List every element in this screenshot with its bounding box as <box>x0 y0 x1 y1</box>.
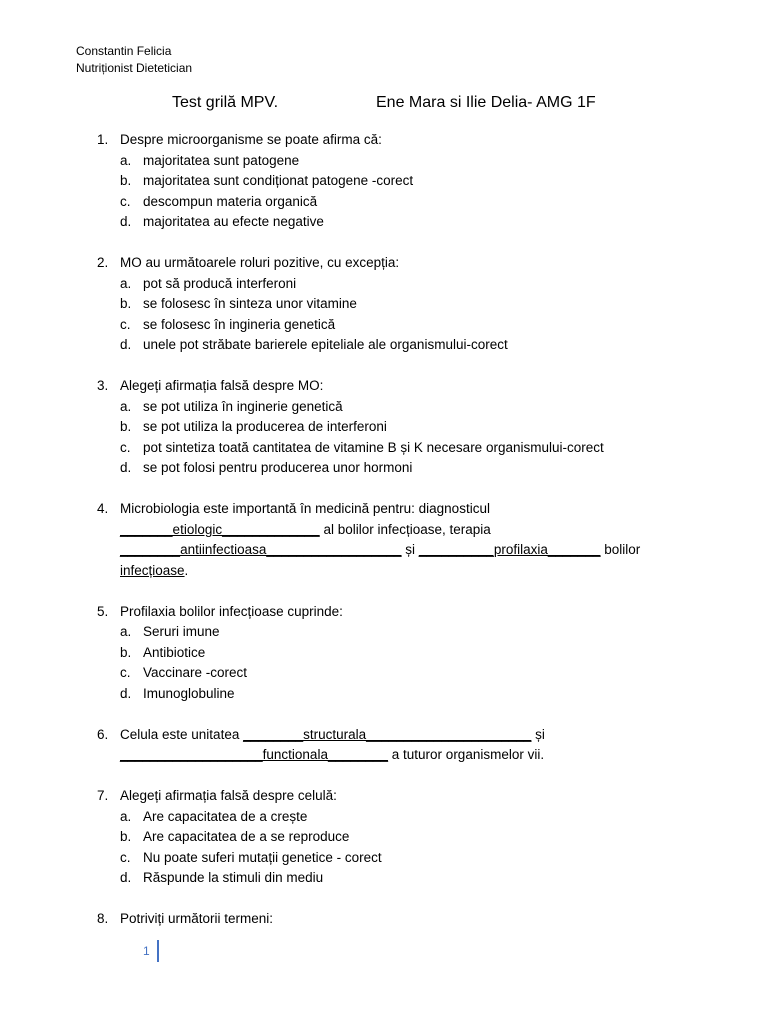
page-number: 1 <box>143 944 150 958</box>
option-c <box>97 848 717 869</box>
option-a <box>97 151 717 172</box>
author-name: Constantin Felicia <box>76 44 172 58</box>
fill-in-line-2 <box>97 540 717 561</box>
option-text: pot sintetiza toată cantitatea de vitamine B și K necesare organismului-corect <box>143 439 604 455</box>
fill-text: și <box>401 542 419 557</box>
question-6 <box>97 725 717 746</box>
fill-text: . <box>184 562 189 578</box>
fill-text: al bolilor infecțioase, terapia <box>319 521 491 537</box>
option-d <box>97 684 717 705</box>
option-a <box>97 622 717 643</box>
option-text: Răspunde la stimuli din mediu <box>143 870 324 885</box>
option-text: se pot utiliza la producerea de interferoni <box>143 419 387 434</box>
option-c <box>97 663 717 684</box>
option-text: Nu poate suferi mutații genetice - corect <box>143 849 382 865</box>
question-number: 2. <box>97 255 109 270</box>
option-text: pot să producă interferoni <box>143 275 297 291</box>
fill-text-underlined: infecțioase <box>120 562 185 578</box>
option-b <box>97 171 717 192</box>
test-title: Test grilă MPV. <box>172 94 279 111</box>
option-d <box>97 335 717 356</box>
question-2 <box>97 253 717 274</box>
question-number: 6. <box>97 726 109 742</box>
question-number: 4. <box>97 501 109 516</box>
option-letter: a. <box>120 152 132 168</box>
question-text: Celula este unitatea <box>120 726 244 742</box>
option-text: unele pot străbate barierele epiteliale ale organismului-corect <box>143 337 508 352</box>
page-number-divider <box>157 940 159 962</box>
option-a <box>97 274 717 295</box>
option-letter: c. <box>120 193 131 209</box>
question-text: Alegeți afirmația falsă despre celulă: <box>120 788 337 803</box>
option-text: Are capacitatea de a crește <box>143 808 308 824</box>
option-a <box>97 807 717 828</box>
fill-in-line-1 <box>97 520 717 541</box>
option-b <box>97 417 717 438</box>
option-letter: b. <box>120 644 132 660</box>
option-d <box>97 868 717 889</box>
option-b <box>97 643 717 664</box>
option-letter: c. <box>120 849 131 865</box>
option-d <box>97 458 717 479</box>
option-letter: c. <box>120 316 131 332</box>
option-letter: d. <box>120 460 132 475</box>
option-text: majoritatea sunt patogene <box>143 152 300 168</box>
option-letter: a. <box>120 808 132 824</box>
question-4 <box>97 499 717 520</box>
fill-text: și <box>531 726 545 742</box>
option-letter: b. <box>120 419 132 434</box>
question-number: 8. <box>97 911 109 926</box>
option-text: se pot utiliza în inginerie genetică <box>143 398 343 414</box>
option-letter: c. <box>120 439 131 455</box>
question-text: Despre microorganisme se poate afirma că: <box>120 132 382 147</box>
option-text: Antibiotice <box>143 644 206 660</box>
question-number: 3. <box>97 378 109 393</box>
option-text: majoritatea sunt condiționat patogene -corect <box>143 173 414 188</box>
option-a <box>97 397 717 418</box>
option-c <box>97 315 717 336</box>
option-letter: d. <box>120 337 132 352</box>
option-text: se folosesc în ingineria genetică <box>143 316 336 332</box>
question-text: Alegeți afirmația falsă despre MO: <box>120 378 324 393</box>
option-letter: d. <box>120 685 132 701</box>
question-text: MO au următoarele roluri pozitive, cu excepția: <box>120 255 400 270</box>
option-text: Are capacitatea de a se reproduce <box>143 829 350 844</box>
option-c <box>97 192 717 213</box>
question-text: Microbiologia este importantă în medicină pentru: diagnosticul <box>120 501 490 516</box>
fill-in-line-1 <box>97 745 717 766</box>
option-b <box>97 827 717 848</box>
option-letter: c. <box>120 665 131 680</box>
option-text: majoritatea au efecte negative <box>143 214 324 229</box>
option-text: Imunoglobuline <box>143 685 235 701</box>
question-text: Potriviți următorii termeni: <box>120 911 274 926</box>
fill-text: bolilor <box>600 542 641 557</box>
option-letter: b. <box>120 296 132 311</box>
question-number: 5. <box>97 603 109 619</box>
option-letter: d. <box>120 214 132 229</box>
option-text: se pot folosi pentru producerea unor hormoni <box>143 460 413 475</box>
answer-blank-functionala: ___________________functionala________ <box>120 747 389 762</box>
document-header <box>76 43 192 77</box>
option-b <box>97 294 717 315</box>
author-role: Nutriționist Dietetician <box>76 61 193 75</box>
questions-body <box>97 130 717 930</box>
option-text: Seruri imune <box>143 624 220 639</box>
question-text: Profilaxia bolilor infecțioase cuprinde: <box>120 603 343 619</box>
question-1 <box>97 130 717 151</box>
question-5 <box>97 602 717 623</box>
option-letter: a. <box>120 275 132 291</box>
option-letter: a. <box>120 624 132 639</box>
option-text: se folosesc în sinteza unor vitamine <box>143 296 357 311</box>
question-8 <box>97 909 717 930</box>
option-letter: b. <box>120 173 132 188</box>
fill-text: a tuturor organismelor vii. <box>388 747 545 762</box>
answer-blank-etiologic: _______etiologic_____________ <box>120 521 320 537</box>
question-number: 1. <box>97 132 109 147</box>
answer-blank-profilaxia: __________profilaxia_______ <box>418 542 601 557</box>
option-letter: b. <box>120 829 132 844</box>
question-number: 7. <box>97 788 109 803</box>
option-text: descompun materia organică <box>143 193 318 209</box>
fill-in-line-3 <box>97 561 717 582</box>
option-letter: d. <box>120 870 132 885</box>
option-letter: a. <box>120 398 132 414</box>
question-7 <box>97 786 717 807</box>
option-d <box>97 212 717 233</box>
option-text: Vaccinare -corect <box>143 665 248 680</box>
answer-blank-antiinfectioasa: ________antiinfectioasa__________________ <box>120 542 402 557</box>
question-3 <box>97 376 717 397</box>
option-c <box>97 438 717 459</box>
answer-blank-structurala: ________structurala______________________ <box>243 726 532 742</box>
test-authors: Ene Mara si Ilie Delia- AMG 1F <box>376 94 596 111</box>
